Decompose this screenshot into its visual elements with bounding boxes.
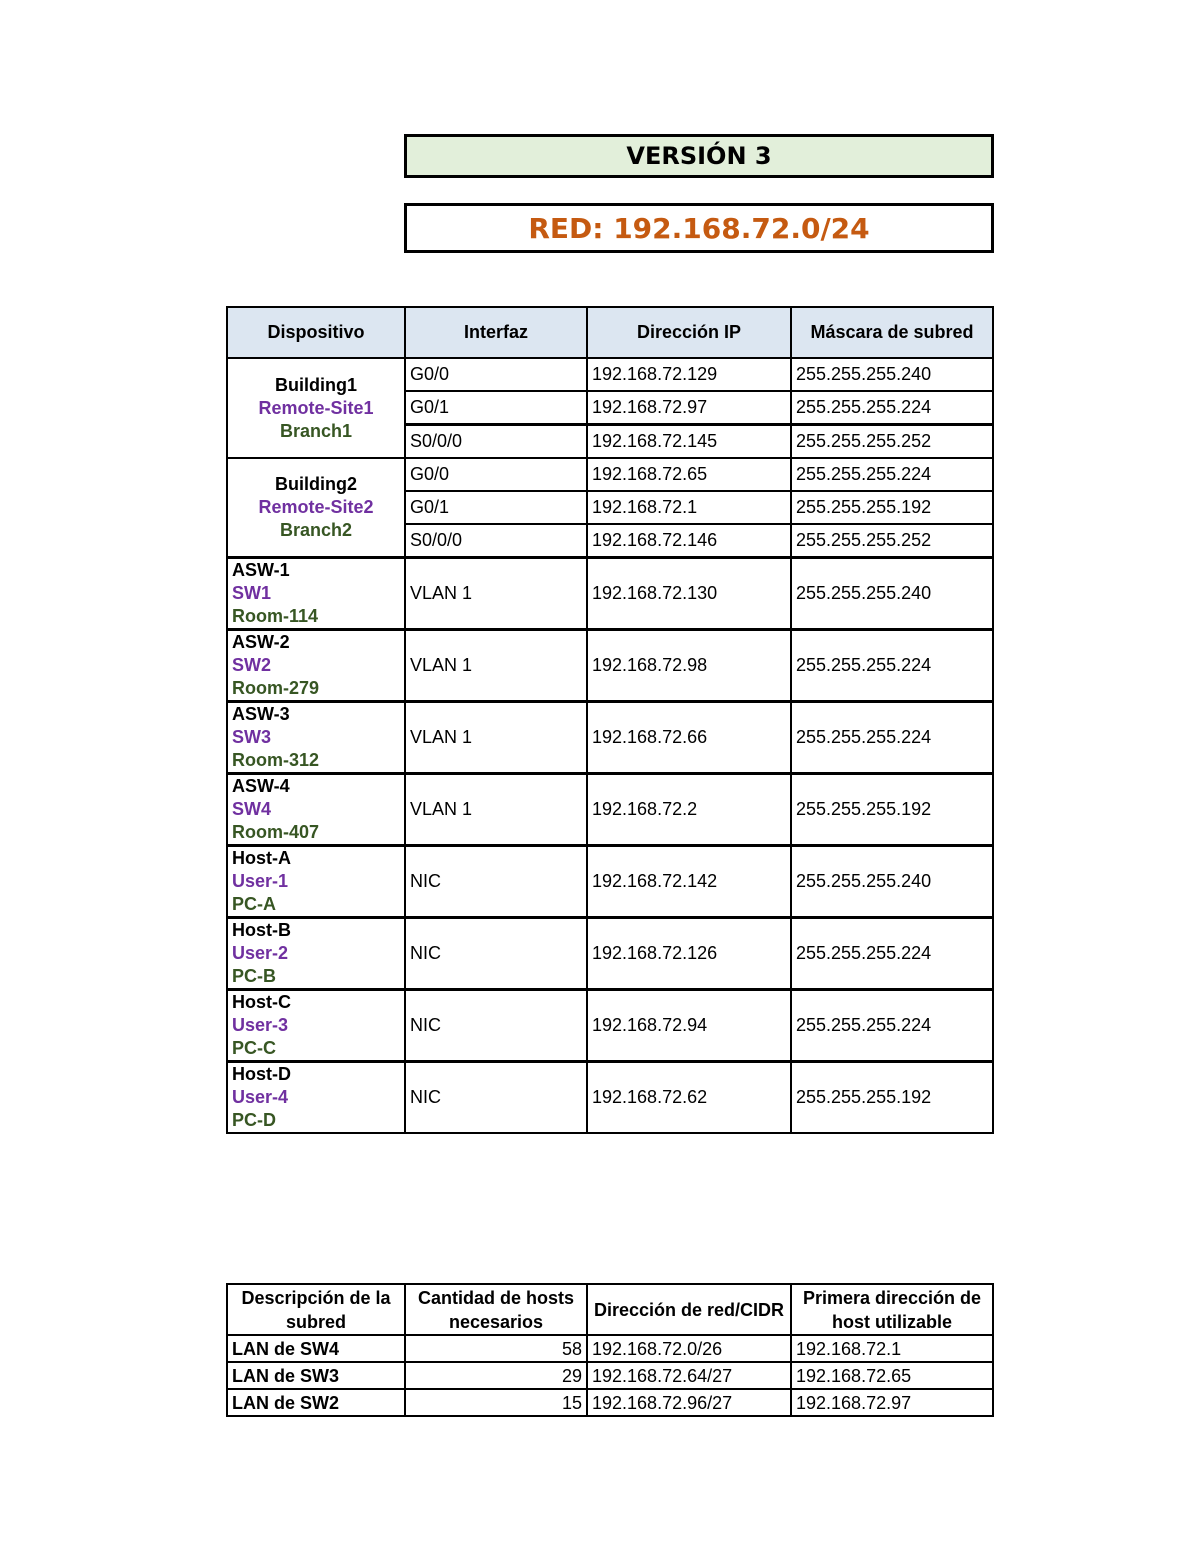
mask-cell: 255.255.255.192 — [791, 774, 993, 846]
addressing-table-header-row — [227, 307, 993, 358]
device-name-primary: Host-A — [232, 848, 291, 868]
table-row — [227, 1362, 993, 1389]
first-host-cell: 192.168.72.65 — [791, 1362, 993, 1389]
table-row — [227, 558, 993, 630]
device-name-cell — [227, 990, 405, 1062]
interface-cell: S0/0/0 — [405, 524, 587, 558]
device-name-secondary: Remote-Site1 — [258, 397, 374, 418]
device-name-primary: ASW-3 — [232, 704, 290, 724]
hosts-needed-cell: 15 — [405, 1389, 587, 1416]
version-title-text: VERSIÓN 3 — [626, 142, 772, 170]
device-name-tertiary: Branch1 — [279, 420, 353, 441]
subnet-description-cell: LAN de SW4 — [227, 1335, 405, 1362]
ip-cell: 192.168.72.66 — [587, 702, 791, 774]
mask-cell: 255.255.255.224 — [791, 391, 993, 425]
interface-cell: NIC — [405, 918, 587, 990]
ip-cell: 192.168.72.129 — [587, 358, 791, 391]
mask-cell: 255.255.255.192 — [791, 1062, 993, 1134]
table-row — [227, 358, 993, 391]
device-name-secondary: User-3 — [232, 1015, 289, 1035]
network-title-text: RED: 192.168.72.0/24 — [528, 211, 870, 245]
header-ip-address: Dirección IP — [587, 307, 791, 358]
device-name-tertiary: Room-407 — [232, 822, 320, 842]
header-first-usable-host: Primera dirección de host utilizable — [791, 1284, 993, 1335]
interface-cell: VLAN 1 — [405, 558, 587, 630]
subnet-description-cell: LAN de SW2 — [227, 1389, 405, 1416]
header-hosts-needed: Cantidad de hosts necesarios — [405, 1284, 587, 1335]
interface-cell: G0/0 — [405, 458, 587, 491]
table-row — [227, 990, 993, 1062]
table-row — [227, 1389, 993, 1416]
device-name-cell — [227, 702, 405, 774]
device-name-primary: Host-D — [232, 1064, 291, 1084]
device-name-secondary: User-1 — [232, 871, 289, 891]
device-name-primary: Building1 — [275, 374, 357, 395]
ip-cell: 192.168.72.65 — [587, 458, 791, 491]
ip-cell: 192.168.72.98 — [587, 630, 791, 702]
table-row — [227, 630, 993, 702]
ip-cell: 192.168.72.1 — [587, 491, 791, 524]
mask-cell: 255.255.255.240 — [791, 558, 993, 630]
ip-cell: 192.168.72.142 — [587, 846, 791, 918]
device-name-tertiary: PC-D — [232, 1110, 276, 1130]
network-title — [404, 203, 994, 253]
table-row — [227, 458, 993, 491]
mask-cell: 255.255.255.224 — [791, 458, 993, 491]
device-name-cell — [227, 774, 405, 846]
interface-cell: G0/0 — [405, 358, 587, 391]
ip-cell: 192.168.72.62 — [587, 1062, 791, 1134]
device-name-secondary: Remote-Site2 — [258, 497, 374, 517]
network-cidr-cell: 192.168.72.64/27 — [587, 1362, 791, 1389]
ip-cell: 192.168.72.146 — [587, 524, 791, 558]
ip-cell: 192.168.72.97 — [587, 391, 791, 425]
mask-cell: 255.255.255.224 — [791, 702, 993, 774]
hosts-needed-cell: 58 — [405, 1335, 587, 1362]
interface-cell: NIC — [405, 1062, 587, 1134]
device-name-cell — [227, 846, 405, 918]
device-name-cell — [227, 630, 405, 702]
interface-cell: VLAN 1 — [405, 702, 587, 774]
table-row — [227, 1335, 993, 1362]
interface-cell: VLAN 1 — [405, 630, 587, 702]
ip-cell: 192.168.72.126 — [587, 918, 791, 990]
table-row — [227, 846, 993, 918]
header-interface: Interfaz — [405, 307, 587, 358]
first-host-cell: 192.168.72.1 — [791, 1335, 993, 1362]
device-name-primary: ASW-1 — [232, 560, 290, 580]
interface-cell: VLAN 1 — [405, 774, 587, 846]
first-host-cell: 192.168.72.97 — [791, 1389, 993, 1416]
header-subnet-description: Descripción de la subred — [227, 1284, 405, 1335]
device-name-secondary: SW2 — [232, 655, 272, 675]
hosts-needed-cell: 29 — [405, 1362, 587, 1389]
table-row — [227, 1062, 993, 1134]
device-name-cell — [227, 558, 405, 630]
table-row — [227, 918, 993, 990]
device-name-primary: Building2 — [275, 474, 357, 494]
device-name-tertiary: PC-A — [232, 894, 276, 914]
mask-cell: 255.255.255.252 — [791, 425, 993, 459]
ip-cell: 192.168.72.2 — [587, 774, 791, 846]
version-title — [404, 134, 994, 178]
device-name-cell — [227, 918, 405, 990]
device-name-tertiary: Room-312 — [232, 750, 320, 770]
mask-cell: 255.255.255.240 — [791, 846, 993, 918]
device-name-tertiary: PC-B — [232, 966, 276, 986]
mask-cell: 255.255.255.252 — [791, 524, 993, 558]
device-name-tertiary: Branch2 — [279, 520, 353, 540]
interface-cell: G0/1 — [405, 391, 587, 425]
device-name-primary: Host-B — [232, 920, 291, 940]
table-row — [227, 702, 993, 774]
device-name-secondary: SW1 — [232, 583, 272, 603]
interface-cell: G0/1 — [405, 491, 587, 524]
device-name-cell — [227, 1062, 405, 1134]
network-cidr-cell: 192.168.72.0/26 — [587, 1335, 791, 1362]
mask-cell: 255.255.255.224 — [791, 918, 993, 990]
mask-cell: 255.255.255.224 — [791, 630, 993, 702]
device-name-tertiary: PC-C — [232, 1038, 276, 1058]
table-row — [227, 774, 993, 846]
mask-cell: 255.255.255.192 — [791, 491, 993, 524]
subnets-table — [226, 1283, 994, 1417]
header-device: Dispositivo — [227, 307, 405, 358]
header-subnet-mask: Máscara de subred — [791, 307, 993, 358]
mask-cell: 255.255.255.240 — [791, 358, 993, 391]
ip-cell: 192.168.72.94 — [587, 990, 791, 1062]
ip-cell: 192.168.72.145 — [587, 425, 791, 459]
router-name-cell — [227, 358, 405, 458]
device-name-secondary: User-2 — [232, 943, 289, 963]
device-name-primary: ASW-2 — [232, 632, 290, 652]
mask-cell: 255.255.255.224 — [791, 990, 993, 1062]
interface-cell: S0/0/0 — [405, 425, 587, 459]
device-name-primary: Host-C — [232, 992, 291, 1012]
header-network-cidr: Dirección de red/CIDR — [587, 1284, 791, 1335]
device-name-secondary: User-4 — [232, 1087, 289, 1107]
device-name-primary: ASW-4 — [232, 776, 290, 796]
interface-cell: NIC — [405, 990, 587, 1062]
ip-cell: 192.168.72.130 — [587, 558, 791, 630]
addressing-table — [226, 306, 994, 1134]
subnet-description-cell: LAN de SW3 — [227, 1362, 405, 1389]
device-name-secondary: SW3 — [232, 727, 272, 747]
device-name-tertiary: Room-114 — [232, 606, 319, 626]
device-name-tertiary: Room-279 — [232, 678, 320, 698]
router-name-cell — [227, 458, 405, 558]
network-cidr-cell: 192.168.72.96/27 — [587, 1389, 791, 1416]
device-name-secondary: SW4 — [232, 799, 272, 819]
interface-cell: NIC — [405, 846, 587, 918]
subnets-table-header-row — [227, 1284, 993, 1335]
